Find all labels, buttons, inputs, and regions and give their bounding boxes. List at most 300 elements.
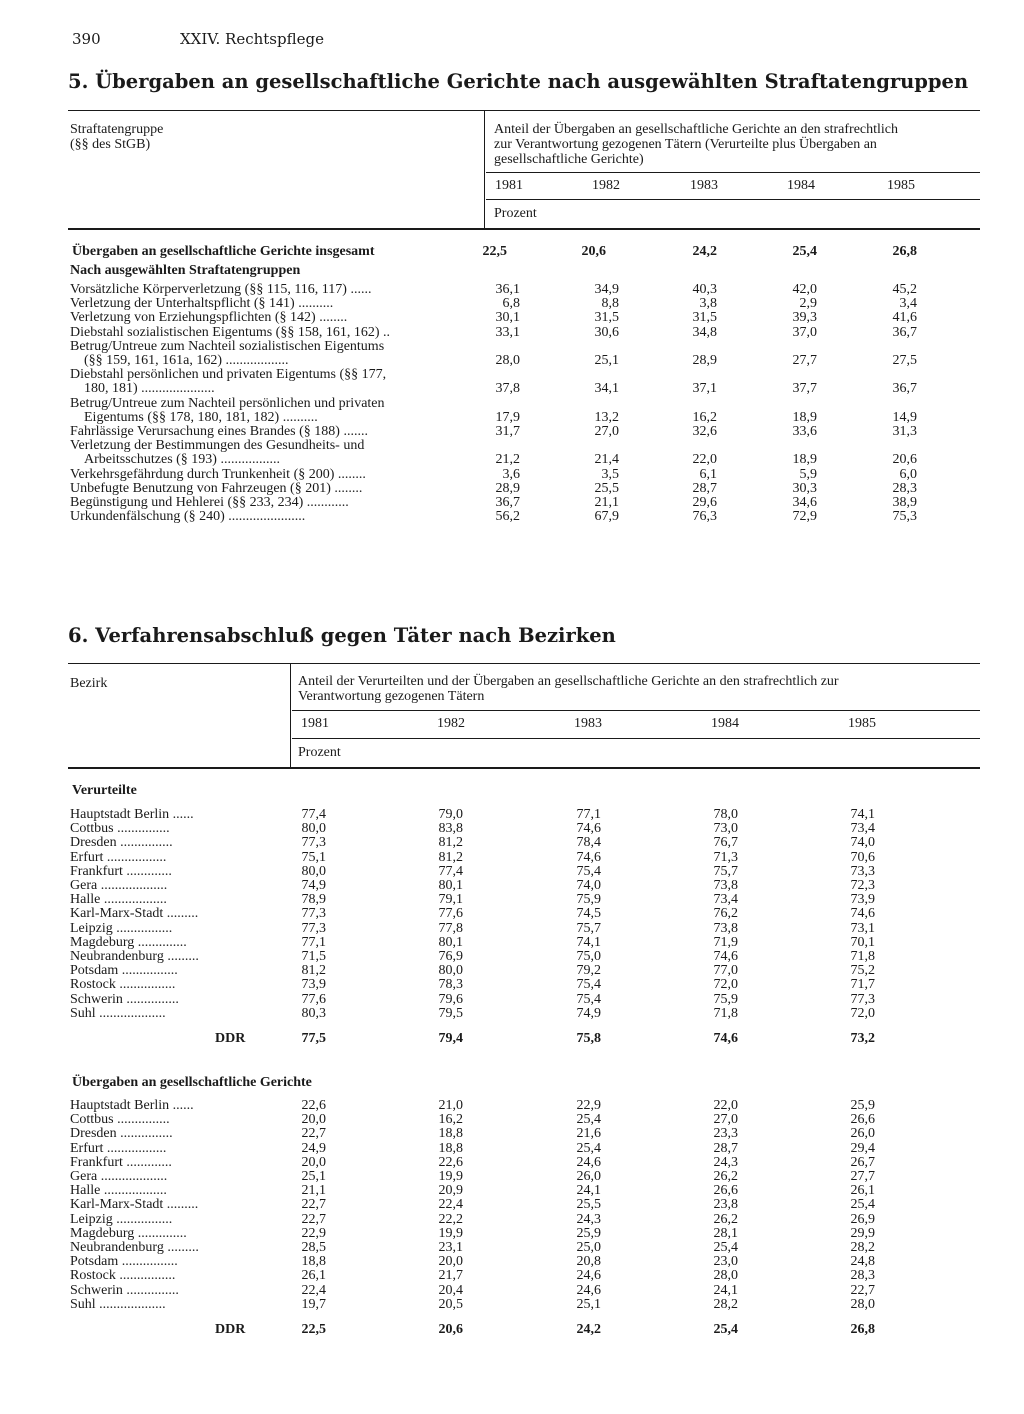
table-row	[0, 822, 1024, 836]
table-row	[0, 907, 1024, 921]
table6-year-1983: 1983	[574, 716, 602, 731]
table-row	[0, 1170, 1024, 1184]
row-value: 27,0	[594, 424, 619, 439]
table-row	[0, 950, 1024, 964]
row-value: 31,3	[892, 424, 917, 439]
table-row	[0, 1198, 1024, 1212]
row-value: 73,1	[850, 920, 875, 936]
table5-subhead: Nach ausgewählten Straftatengruppen	[70, 263, 301, 278]
row-value: 24,9	[301, 1140, 326, 1156]
row-label: (§§ 159, 161, 161a, 162) ..................	[84, 353, 289, 368]
row-value: 74,1	[850, 807, 875, 822]
row-value: 28,5	[301, 1240, 326, 1255]
row-value: 20,6	[438, 1322, 463, 1337]
row-label: Schwerin ...............	[70, 991, 179, 1007]
row-value: 28,9	[692, 353, 717, 368]
row-label: Karl-Marx-Stadt .........	[70, 906, 199, 922]
table6-header-rule-2	[292, 738, 980, 739]
table-row	[0, 340, 1024, 354]
row-value: 29,6	[692, 495, 717, 510]
row-value: 21,1	[594, 495, 619, 510]
row-value: 28,0	[713, 1268, 738, 1284]
row-label: Gera ...................	[70, 878, 168, 893]
row-value: 20,9	[438, 1183, 463, 1199]
row-value: 76,9	[438, 949, 463, 964]
table-row	[0, 482, 1024, 496]
row-label: Halle ..................	[70, 892, 167, 908]
row-value: 73,8	[713, 878, 738, 893]
row-label: Magdeburg ..............	[70, 934, 187, 950]
row-value: 21,0	[438, 1098, 463, 1113]
row-value: 73,9	[301, 977, 326, 993]
row-value: 28,3	[850, 1268, 875, 1284]
table5-title: 5. Übergaben an gesellschaftliche Gerichte nach ausgewählten Straftatengruppen	[68, 70, 969, 93]
row-value: 20,0	[301, 1112, 326, 1128]
row-value: 75,9	[576, 892, 601, 908]
table-row	[0, 1142, 1024, 1156]
row-label: Rostock ................	[70, 1268, 176, 1284]
row-label: Halle ..................	[70, 1183, 167, 1199]
row-label: Gera ...................	[70, 1169, 168, 1184]
row-label: Rostock ................	[70, 977, 176, 993]
table-row	[0, 1227, 1024, 1241]
row-value: 77,5	[301, 1031, 326, 1046]
row-value: 18,8	[301, 1254, 326, 1270]
row-value: 23,0	[713, 1254, 738, 1270]
row-value: 30,3	[792, 480, 817, 496]
table-row	[0, 879, 1024, 893]
row-value: 18,8	[438, 1140, 463, 1156]
table-row	[0, 425, 1024, 439]
row-value: 26,2	[713, 1211, 738, 1227]
row-label: Verkehrsgefährdung durch Trunkenheit (§ 200) ........	[70, 466, 366, 482]
table-row	[0, 1127, 1024, 1141]
row-value: 76,2	[713, 906, 738, 922]
row-value: 74,9	[576, 1005, 601, 1021]
table-row	[0, 808, 1024, 822]
row-value: 79,0	[438, 807, 463, 822]
row-value: 18,9	[792, 452, 817, 468]
row-value: 22,7	[301, 1126, 326, 1142]
row-value: 77,0	[713, 963, 738, 979]
row-value: 71,3	[713, 849, 738, 865]
row-value: 73,2	[850, 1031, 875, 1046]
table6-title: 6. Verfahrensabschluß gegen Täter nach Bezirken	[68, 624, 616, 647]
row-value: 77,3	[301, 920, 326, 936]
row-value: 25,5	[576, 1197, 601, 1213]
row-label: Potsdam ................	[70, 1254, 178, 1270]
table-row	[0, 922, 1024, 936]
row-value: 40,3	[692, 282, 717, 297]
row-value: 31,5	[692, 310, 717, 326]
row-value: 17,9	[495, 409, 520, 425]
row-value: 24,2	[576, 1322, 601, 1337]
table6-year-1985: 1985	[848, 716, 876, 731]
chapter-title: XXIV. Rechtspflege	[180, 30, 324, 48]
row-value: 74,1	[576, 934, 601, 950]
row-value: 26,2	[713, 1169, 738, 1184]
row-value: 77,4	[301, 807, 326, 822]
row-value: 75,9	[713, 991, 738, 1007]
row-value: 24,6	[576, 1154, 601, 1170]
row-value: 25,9	[850, 1098, 875, 1113]
table-row	[0, 453, 1024, 467]
row-value: 33,6	[792, 424, 817, 439]
table6-section-verurteilte: Verurteilte	[72, 783, 137, 798]
row-value: 78,9	[301, 892, 326, 908]
row-value: 19,9	[438, 1169, 463, 1184]
row-value: 5,9	[799, 466, 817, 482]
row-value: 25,1	[301, 1169, 326, 1184]
row-value: 20,5	[438, 1296, 463, 1312]
row-value: 38,9	[892, 495, 917, 510]
row-value: 36,1	[495, 282, 520, 297]
row-label: Magdeburg ..............	[70, 1225, 187, 1241]
row-label: Cottbus ...............	[70, 821, 170, 837]
row-value: 8,8	[601, 296, 619, 312]
row-value: 25,4	[713, 1322, 738, 1337]
row-value: 73,3	[850, 863, 875, 879]
row-value: 77,1	[301, 934, 326, 950]
row-value: 22,4	[301, 1282, 326, 1298]
table6-header-bottom-rule	[68, 767, 980, 769]
table-row	[0, 496, 1024, 510]
row-label: Neubrandenburg .........	[70, 1240, 199, 1255]
table5-stub-header: Straftatengruppe (§§ des StGB)	[70, 122, 164, 152]
table-row	[0, 964, 1024, 978]
row-value: 25,4	[576, 1112, 601, 1128]
row-value: 75,8	[576, 1031, 601, 1046]
row-value: 18,8	[438, 1126, 463, 1142]
row-value: 34,8	[692, 324, 717, 340]
row-value: 27,5	[892, 353, 917, 368]
row-value: 20,8	[576, 1254, 601, 1270]
row-value: 79,6	[438, 991, 463, 1007]
row-value: 79,5	[438, 1005, 463, 1021]
row-value: 3,6	[502, 466, 520, 482]
row-value: 71,7	[850, 977, 875, 993]
row-value: 28,3	[892, 480, 917, 496]
row-value: 80,1	[438, 934, 463, 950]
row-value: 71,9	[713, 934, 738, 950]
row-value: 22,9	[301, 1225, 326, 1241]
row-value: 6,1	[699, 466, 717, 482]
row-value: 72,0	[713, 977, 738, 993]
row-label: Verletzung der Bestimmungen des Gesundheits- und	[70, 438, 365, 454]
table-row	[0, 1241, 1024, 1255]
row-value: 37,0	[792, 324, 817, 340]
row-value: 77,6	[438, 906, 463, 922]
row-value: 22,6	[301, 1098, 326, 1113]
row-value: 75,7	[713, 863, 738, 879]
row-value: 14,9	[892, 409, 917, 425]
row-label: Potsdam ................	[70, 963, 178, 979]
row-value: 26,9	[850, 1211, 875, 1227]
row-label: Schwerin ...............	[70, 1282, 179, 1298]
row-value: 33,1	[495, 324, 520, 340]
row-label: Suhl ...................	[70, 1005, 166, 1021]
row-label: Cottbus ...............	[70, 1112, 170, 1128]
row-value: 26,0	[576, 1169, 601, 1184]
row-value: 70,1	[850, 934, 875, 950]
table5-year-1985: 1985	[887, 178, 915, 193]
row-label: Suhl ...................	[70, 1296, 166, 1312]
table5-year-1983: 1983	[690, 178, 718, 193]
row-value: 37,1	[692, 381, 717, 397]
row-label: Leipzig ................	[70, 1211, 173, 1227]
row-value: 3,8	[699, 296, 717, 312]
row-label: Leipzig ................	[70, 920, 173, 936]
row-value: 6,8	[502, 296, 520, 312]
table-row	[0, 978, 1024, 992]
row-value: 78,0	[713, 807, 738, 822]
row-value: 28,9	[495, 480, 520, 496]
row-value: 3,5	[601, 466, 619, 482]
table-row	[0, 1298, 1024, 1312]
row-label: Hauptstadt Berlin ......	[70, 1098, 194, 1113]
row-value: 77,8	[438, 920, 463, 936]
row-value: 22,5	[301, 1322, 326, 1337]
row-value: 24,3	[713, 1154, 738, 1170]
row-label: Verletzung von Erziehungspflichten (§ 142) ........	[70, 310, 348, 326]
row-value: 74,6	[576, 849, 601, 865]
row-value: 23,1	[438, 1240, 463, 1255]
table-row	[0, 510, 1024, 524]
table-row	[0, 382, 1024, 396]
row-label: Eigentums (§§ 178, 180, 181, 182) ..........	[84, 409, 318, 425]
row-label: Arbeitsschutzes (§ 193) .................	[84, 452, 280, 468]
row-label: Diebstahl persönlichen und privaten Eigentums (§§ 177,	[70, 367, 387, 383]
row-value: 73,4	[713, 892, 738, 908]
running-head	[72, 30, 324, 48]
row-label: Betrug/Untreue zum Nachteil sozialistischen Eigentums	[70, 338, 385, 354]
row-value: 25,9	[576, 1225, 601, 1241]
row-value: 70,6	[850, 849, 875, 865]
row-value: 26,1	[850, 1183, 875, 1199]
row-value: 77,3	[301, 906, 326, 922]
row-value: 31,7	[495, 424, 520, 439]
row-value: 73,9	[850, 892, 875, 908]
table6-unit: Prozent	[298, 745, 341, 760]
table-row	[0, 936, 1024, 950]
row-value: 73,0	[713, 821, 738, 837]
row-value: 45,2	[892, 282, 917, 297]
table-row	[0, 468, 1024, 482]
table6-header-rule-1	[292, 710, 980, 711]
row-value: 26,6	[713, 1183, 738, 1199]
row-value: 21,2	[495, 452, 520, 468]
row-value: 77,3	[301, 835, 326, 851]
row-value: 27,7	[792, 353, 817, 368]
row-value: 24,8	[850, 1254, 875, 1270]
row-value: 16,2	[438, 1112, 463, 1128]
row-label: Erfurt .................	[70, 849, 167, 865]
row-value: 75,2	[850, 963, 875, 979]
row-value: 25,4	[850, 1197, 875, 1213]
table-row	[0, 1007, 1024, 1021]
row-value: 75,3	[892, 509, 917, 525]
row-label: Dresden ...............	[70, 835, 173, 851]
row-value: 13,2	[594, 409, 619, 425]
table-row	[0, 1099, 1024, 1113]
row-value: 34,6	[792, 495, 817, 510]
table5-header-bottom-rule	[68, 228, 980, 230]
row-value: 24,1	[576, 1183, 601, 1199]
row-value: 34,1	[594, 381, 619, 397]
row-value: 22,6	[438, 1154, 463, 1170]
row-value: 80,0	[438, 963, 463, 979]
row-value: 25,1	[576, 1296, 601, 1312]
row-value: 42,0	[792, 282, 817, 297]
table-row	[0, 1113, 1024, 1127]
row-value: 3,4	[899, 296, 917, 312]
table6-column-header: Anteil der Verurteilten und der Übergaben an gesellschaftliche Gerichte an den strafrechtlich zur Verantwortung gezogenen Tätern	[298, 674, 839, 704]
table-row	[0, 1255, 1024, 1269]
row-value: 19,7	[301, 1296, 326, 1312]
row-value: 29,4	[850, 1140, 875, 1156]
table6-year-1981: 1981	[301, 716, 329, 731]
row-value: 72,0	[850, 1005, 875, 1021]
row-value: 74,6	[850, 906, 875, 922]
row-value: 20,0	[301, 1154, 326, 1170]
row-value: 74,6	[713, 1031, 738, 1046]
row-value: 36,7	[495, 495, 520, 510]
row-value: 77,6	[301, 991, 326, 1007]
row-value: 78,3	[438, 977, 463, 993]
row-value: 26,0	[850, 1126, 875, 1142]
table6-year-1984: 1984	[711, 716, 739, 731]
table5-year-1982: 1982	[592, 178, 620, 193]
row-value: 26,8	[850, 1322, 875, 1337]
row-value: 81,2	[438, 849, 463, 865]
table5-stub-divider	[484, 111, 485, 228]
table-row	[0, 1032, 1024, 1046]
row-label: Urkundenfälschung (§ 240) ......................	[70, 509, 306, 525]
table-row	[0, 851, 1024, 865]
table-row	[0, 1269, 1024, 1283]
table5-header-rule-2	[486, 199, 980, 200]
row-value: 25,5	[594, 480, 619, 496]
row-value: 28,1	[713, 1225, 738, 1241]
row-value: 28,0	[850, 1296, 875, 1312]
row-value: 27,7	[850, 1169, 875, 1184]
table-row	[0, 354, 1024, 368]
table5-top-rule	[68, 110, 980, 111]
row-value: 28,2	[850, 1240, 875, 1255]
table-row	[0, 439, 1024, 453]
row-value: 79,4	[438, 1031, 463, 1046]
row-value: 16,2	[692, 409, 717, 425]
row-label: Erfurt .................	[70, 1140, 167, 1156]
row-label: Unbefugte Benutzung von Fahrzeugen (§ 201) ........	[70, 480, 363, 496]
row-value: 75,7	[576, 920, 601, 936]
row-value: 24,3	[576, 1211, 601, 1227]
row-value: 23,3	[713, 1126, 738, 1142]
row-value: 80,0	[301, 821, 326, 837]
row-value: 80,1	[438, 878, 463, 893]
row-value: 76,7	[713, 835, 738, 851]
row-value: 28,7	[692, 480, 717, 496]
row-value: 6,0	[899, 466, 917, 482]
row-value: 79,1	[438, 892, 463, 908]
table-row	[0, 836, 1024, 850]
row-value: 28,2	[713, 1296, 738, 1312]
row-value: 21,4	[594, 452, 619, 468]
row-value: 75,4	[576, 991, 601, 1007]
table6-stub-header: Bezirk	[70, 676, 108, 691]
row-value: 24,1	[713, 1282, 738, 1298]
row-value: 75,4	[576, 863, 601, 879]
table6-section-uebergaben: Übergaben an gesellschaftliche Gerichte	[72, 1075, 312, 1090]
row-value: 76,3	[692, 509, 717, 525]
row-value: 36,7	[892, 324, 917, 340]
row-value: 71,8	[850, 949, 875, 964]
table5-year-1981: 1981	[495, 178, 523, 193]
row-label: DDR	[215, 1031, 246, 1046]
row-value: 80,0	[301, 863, 326, 879]
row-value: 75,1	[301, 849, 326, 865]
row-value: 73,4	[850, 821, 875, 837]
table5-total-row: Übergaben an gesellschaftliche Gerichte insgesamt 22,5 20,6 24,2 25,4 26,8	[72, 244, 917, 259]
row-value: 21,1	[301, 1183, 326, 1199]
row-value: 22,7	[301, 1211, 326, 1227]
row-value: 72,9	[792, 509, 817, 525]
row-value: 22,9	[576, 1098, 601, 1113]
row-value: 72,3	[850, 878, 875, 893]
table-row	[0, 326, 1024, 340]
row-value: 83,8	[438, 821, 463, 837]
row-value: 20,4	[438, 1282, 463, 1298]
row-value: 25,4	[576, 1140, 601, 1156]
row-value: 25,4	[713, 1240, 738, 1255]
row-label: Betrug/Untreue zum Nachteil persönlichen und privaten	[70, 395, 385, 411]
table6-top-rule	[68, 663, 980, 664]
table-row	[0, 1323, 1024, 1337]
table-row	[0, 368, 1024, 382]
row-value: 78,4	[576, 835, 601, 851]
row-value: 36,7	[892, 381, 917, 397]
table-row	[0, 297, 1024, 311]
row-label: Frankfurt .............	[70, 863, 172, 879]
row-value: 22,7	[850, 1282, 875, 1298]
table5-year-1984: 1984	[787, 178, 815, 193]
row-value: 30,6	[594, 324, 619, 340]
row-value: 28,7	[713, 1140, 738, 1156]
row-value: 67,9	[594, 509, 619, 525]
row-value: 20,6	[892, 452, 917, 468]
row-value: 26,1	[301, 1268, 326, 1284]
row-value: 22,0	[713, 1098, 738, 1113]
row-label: 180, 181) .....................	[84, 381, 215, 397]
row-value: 26,6	[850, 1112, 875, 1128]
row-value: 18,9	[792, 409, 817, 425]
row-value: 24,6	[576, 1282, 601, 1298]
row-value: 28,0	[495, 353, 520, 368]
row-value: 29,9	[850, 1225, 875, 1241]
row-value: 26,7	[850, 1154, 875, 1170]
row-value: 74,9	[301, 878, 326, 893]
table-row	[0, 893, 1024, 907]
row-value: 39,3	[792, 310, 817, 326]
row-value: 37,8	[495, 381, 520, 397]
row-label: Vorsätzliche Körperverletzung (§§ 115, 116, 117) ......	[70, 282, 372, 297]
row-label: Dresden ...............	[70, 1126, 173, 1142]
row-value: 30,1	[495, 310, 520, 326]
table-row	[0, 283, 1024, 297]
row-value: 27,0	[713, 1112, 738, 1128]
table-row	[0, 397, 1024, 411]
row-value: 71,8	[713, 1005, 738, 1021]
